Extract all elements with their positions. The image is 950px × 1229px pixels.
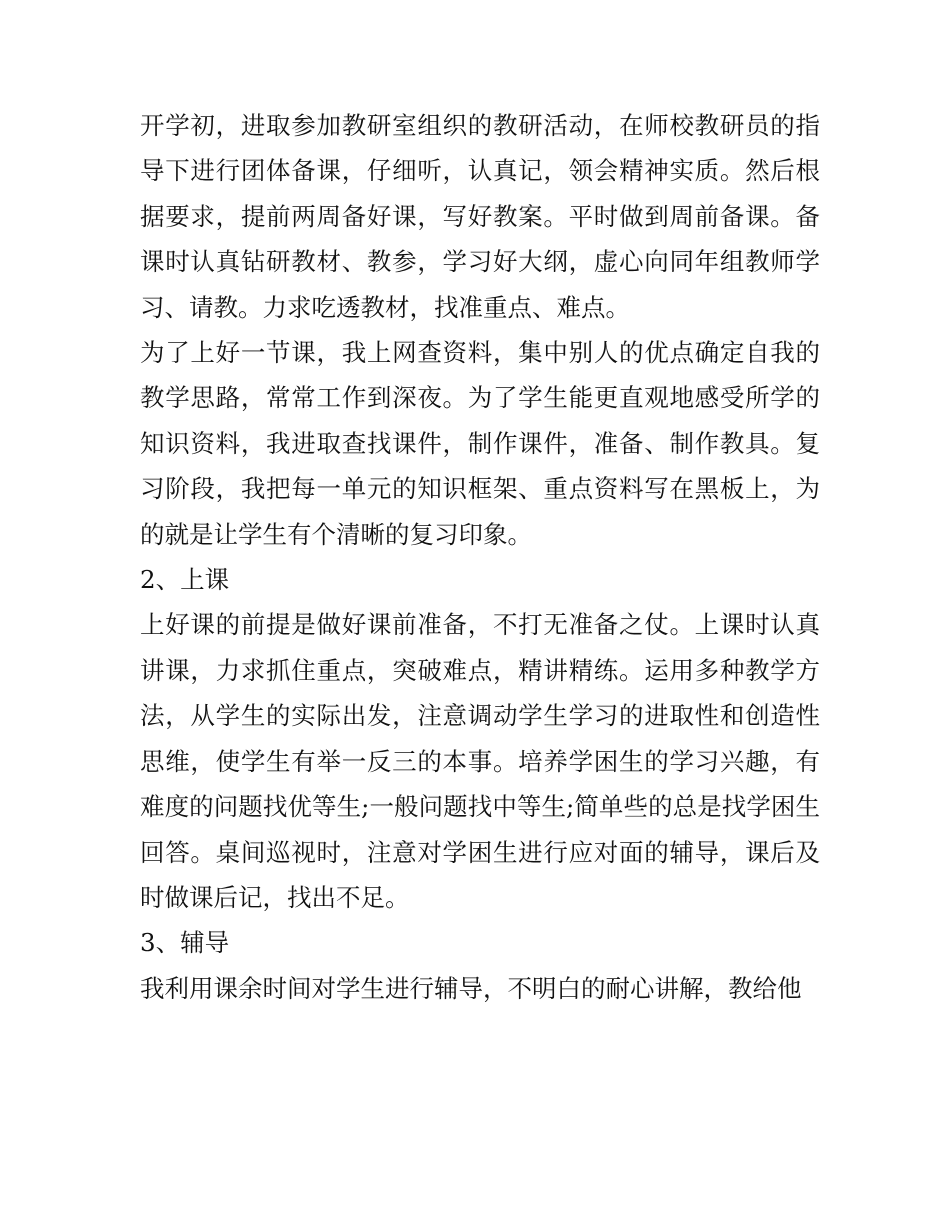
paragraph-lesson-preparation: 开学初，进取参加教研室组织的教研活动，在师校教研员的指导下进行团体备课，仔细听，认真记，领会精神实质。然后根据要求，提前两周备好课，写好教案。平时做到周前备课。备课时认真钻研教材、教参，学习好大纲，虚心向同年组教师学习、请教。力求吃透教材，找准重点、难点。 xyxy=(140,111,820,322)
document-body xyxy=(140,103,820,1011)
section-heading-tutoring: 3、辅导 xyxy=(140,928,230,958)
section-heading-teaching: 2、上课 xyxy=(140,565,230,595)
paragraph-tutoring: 我利用课余时间对学生进行辅导，不明白的耐心讲解，教给他 xyxy=(140,973,802,1003)
paragraph-lesson-research: 为了上好一节课，我上网查资料，集中别人的优点确定自我的教学思路，常常工作到深夜。为了学生能更直观地感受所学的知识资料，我进取查找课件，制作课件，准备、制作教具。复习阶段，我把每一单元的知识框架、重点资料写在黑板上，为的就是让学生有个清晰的复习印象。 xyxy=(140,338,820,549)
paragraph-teaching: 上好课的前提是做好课前准备，不打无准备之仗。上课时认真讲课，力求抓住重点，突破难点，精讲精练。运用多种教学方法，从学生的实际出发，注意调动学生学习的进取性和创造性思维，使学生有举一反三的本事。培养学困生的学习兴趣，有难度的问题找优等生;一般问题找中等生;简单些的总是找学困生回答。桌间巡视时，注意对学困生进行应对面的辅导，课后及时做课后记，找出不足。 xyxy=(140,610,820,912)
